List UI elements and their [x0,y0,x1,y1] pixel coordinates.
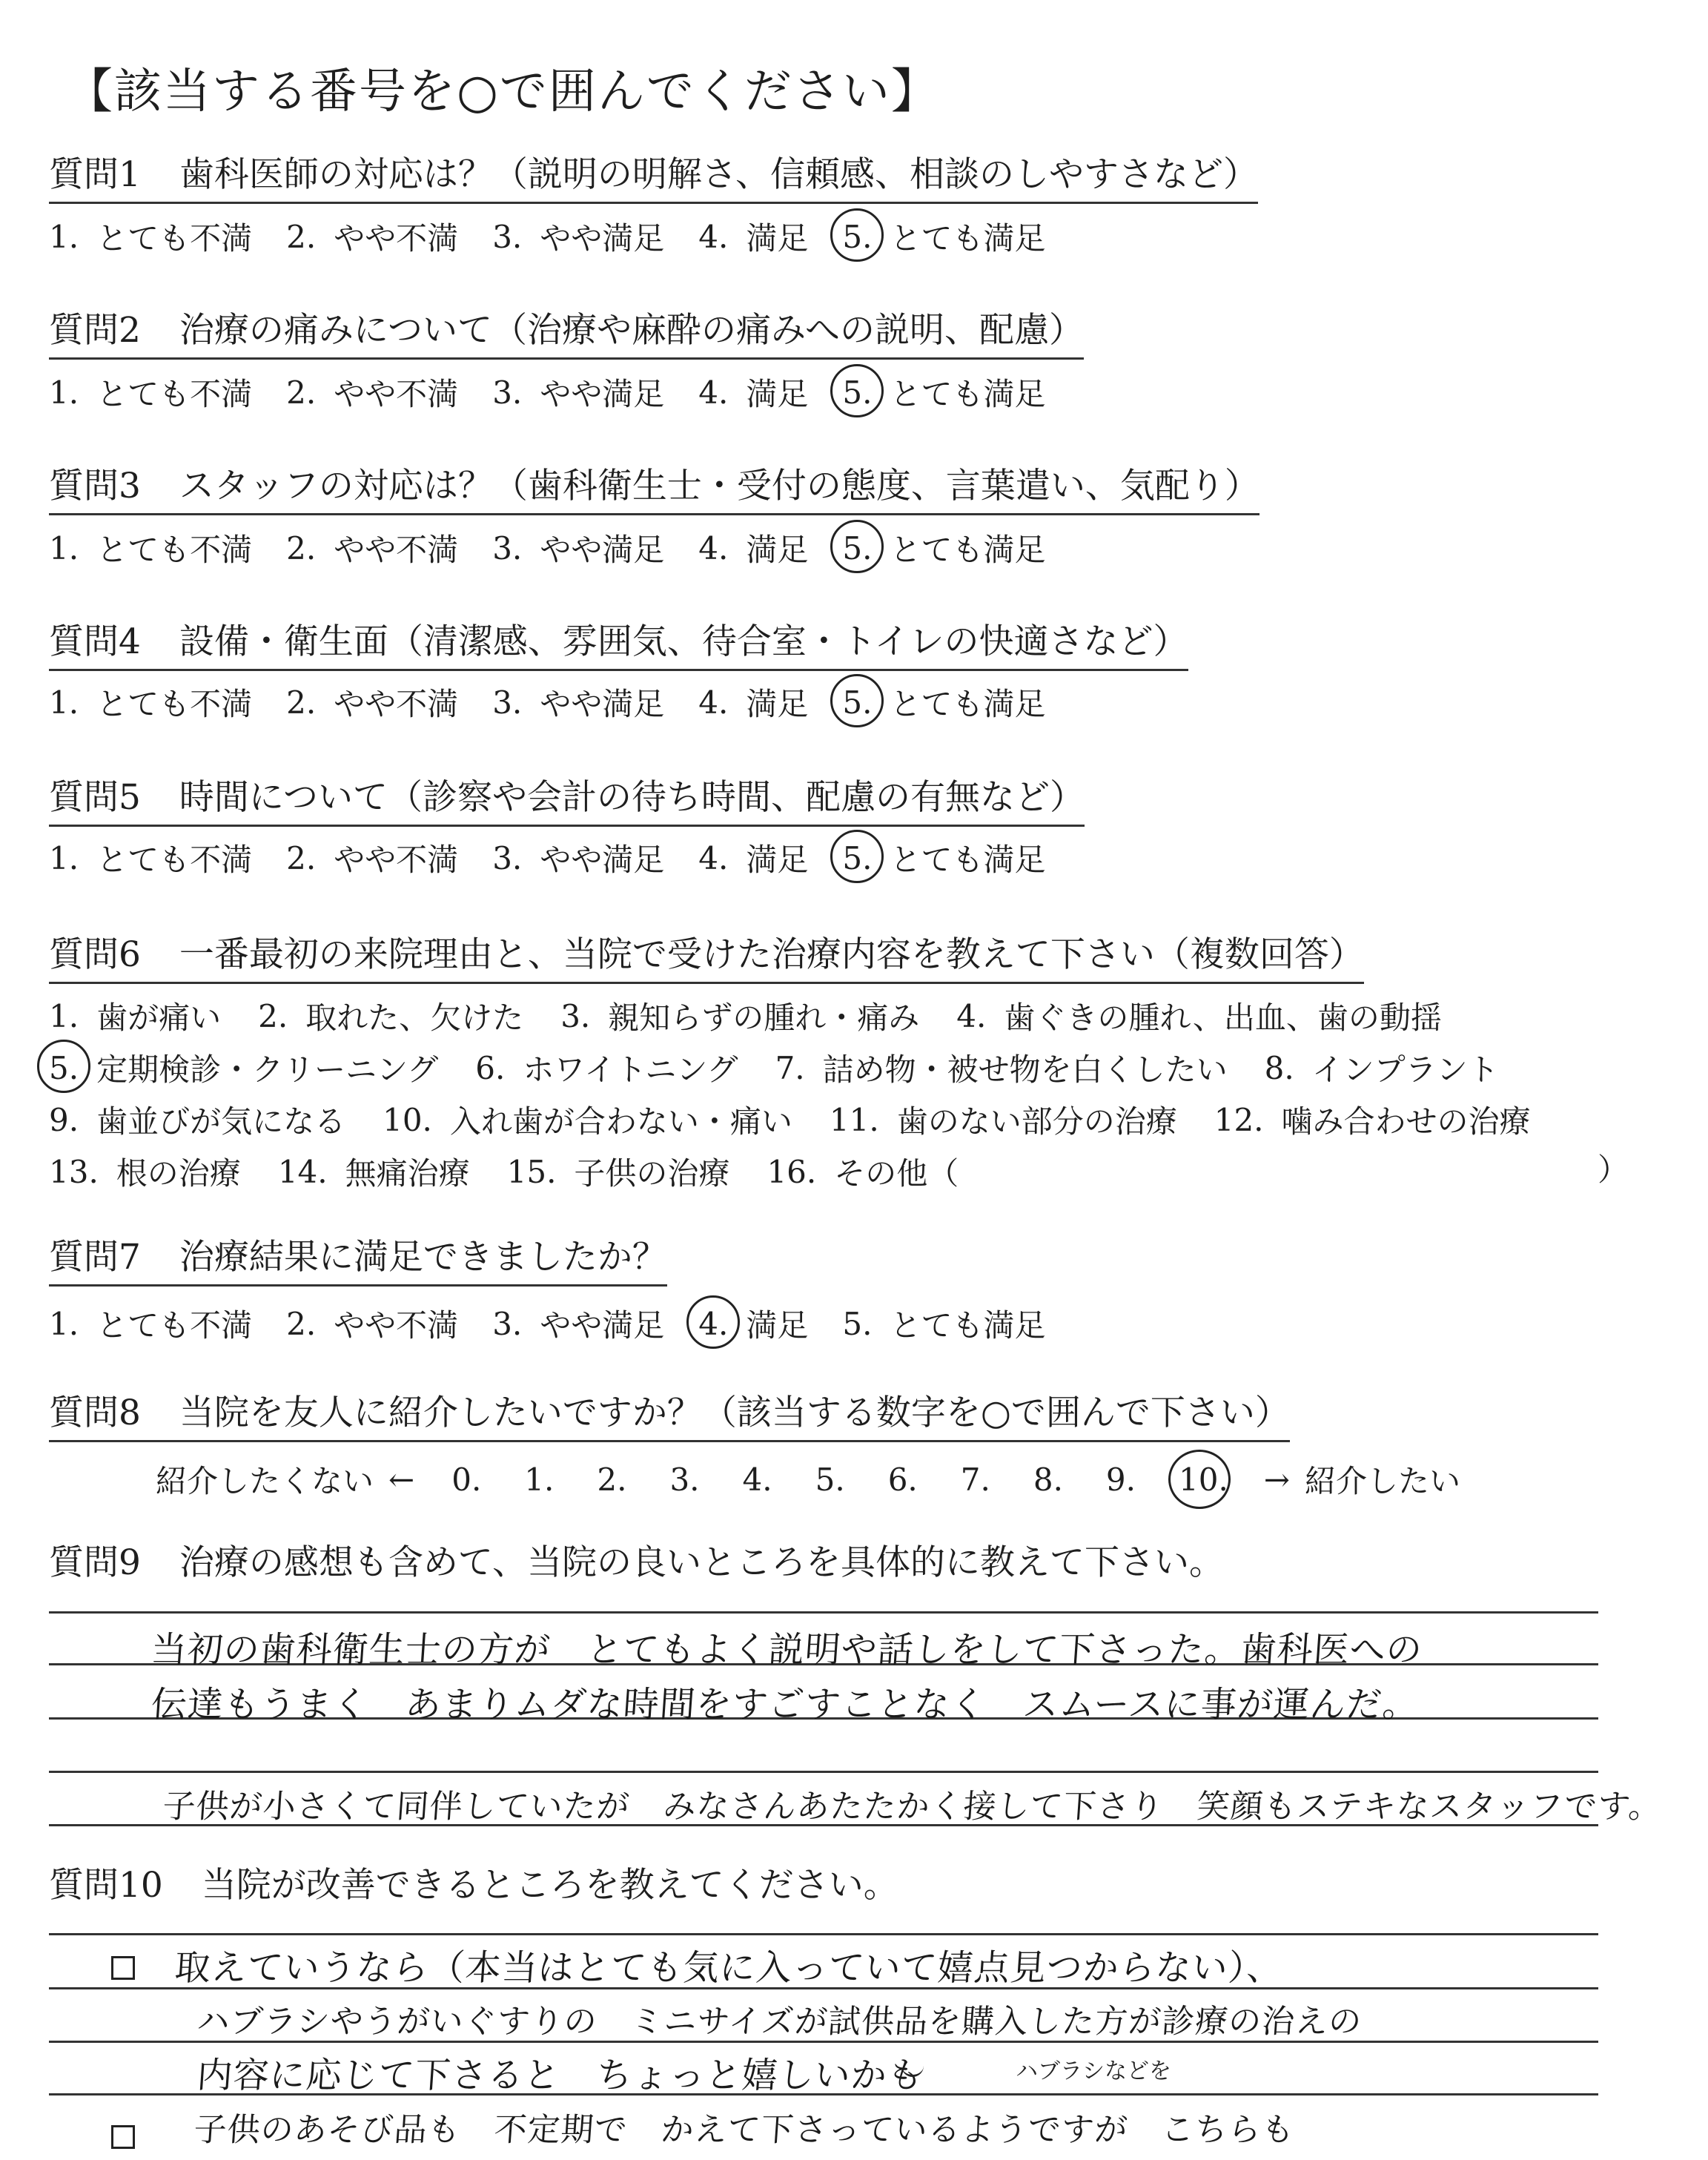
option-number: 5. [842,839,873,876]
option-number: 5. [842,1305,873,1342]
option-3[interactable] [560,994,919,1038]
question-6-options [49,990,1568,1198]
option-number: 1. [49,839,79,876]
option-number: 4. [698,1305,729,1342]
page-header: 【該当する番号を○で囲んでください】 [65,65,940,119]
nps-option[interactable]: 5. [815,1461,845,1498]
option-number: 4. [698,684,729,721]
option-label: 満足 [746,220,809,257]
option-10[interactable] [383,1097,792,1142]
question-text: スタッフの対応は？（歯科衛生士・受付の態度、言葉遣い、気配り） [179,466,1260,506]
option-label: 満足 [746,376,809,412]
nps-left-label: 紹介したくない [156,1463,374,1499]
option-number: 7. [775,1049,805,1086]
handwritten-answer-line: 子供のあそび品も 不定期で かえて下さっているようですが こちらも [192,2111,1297,2149]
insert-note: ハブラシなどを [1016,2058,1171,2084]
option-label: やや不満 [334,686,459,722]
option-number: 2. [258,997,288,1034]
nps-scale [156,1458,1460,1501]
option-2[interactable] [286,214,458,259]
option-number: 5. [842,374,873,411]
option-number: 5. [842,218,873,255]
option-2[interactable] [258,994,523,1038]
option-label: 満足 [746,842,809,878]
option-8[interactable] [1265,1046,1499,1090]
option-4[interactable] [956,994,1442,1038]
nps-option[interactable]: 10. [1179,1461,1228,1498]
option-2[interactable] [286,680,458,724]
option-number: 3. [492,218,523,255]
option-3[interactable] [492,680,664,724]
option-number: 15. [506,1153,557,1190]
option-2[interactable] [286,526,458,570]
option-label: 満足 [746,686,809,722]
option-number: 1. [49,374,79,411]
nps-option[interactable]: 9. [1105,1461,1136,1498]
option-number: 10. [383,1101,432,1138]
question-6-title [49,936,1364,984]
option-label: 根の治療 [116,1155,241,1192]
option-label: 無痛治療 [345,1155,470,1192]
option-label: やや満足 [540,1307,665,1344]
question-1-options [49,215,1079,258]
option-number: 14. [277,1153,328,1190]
question-number: 質問2 [49,310,141,351]
question-2-title [49,311,1084,360]
option-label: 歯並びが気になる [96,1103,346,1140]
nps-option[interactable]: 8. [1033,1461,1063,1498]
question-text: 設備・衛生面（清潔感、雰囲気、待合室・トイレの快適さなど） [179,621,1188,662]
option-label: 子供の治療 [574,1155,730,1192]
nps-right-label: 紹介したい [1305,1463,1461,1499]
question-number: 質問10 [49,1865,163,1906]
option-4[interactable] [698,1301,808,1346]
option-13[interactable] [49,1149,241,1194]
option-label: 歯のない部分の治療 [896,1103,1177,1140]
handwritten-answer-line: 内容に応じて下さると ちょっと嬉しいかも [195,2055,925,2096]
option-number: 2. [286,374,317,411]
option-4[interactable] [698,680,808,724]
option-label: やや満足 [540,220,665,257]
option-16[interactable] [767,1149,959,1194]
question-2-options [49,371,1079,414]
option-label: 詰め物・被せ物を白くしたい [822,1051,1228,1088]
left-arrow-icon: ← [388,1461,415,1498]
option-number: 2. [286,218,317,255]
option-4[interactable] [698,370,808,415]
option-1[interactable] [49,214,252,259]
option-number: 3. [492,684,523,721]
option-label: やや満足 [540,686,665,722]
option-number: 13. [49,1153,99,1190]
option-1[interactable] [49,680,252,724]
question-3-title [49,467,1260,515]
question-number: 質問5 [49,777,141,818]
question-1-title [49,156,1258,204]
option-6[interactable] [475,1046,738,1090]
option-label: とても不満 [96,842,253,878]
handwritten-answer-line: 当初の歯科衛生士の方が とてもよく説明や話しをして下さった。歯科医への [149,1629,1424,1671]
option-number: 9. [49,1101,79,1138]
option-1[interactable] [49,994,221,1038]
question-text: 当院を友人に紹介したいですか？（該当する数字を○で囲んで下さい） [179,1393,1290,1433]
question-number: 質問4 [49,621,141,662]
option-number: 4. [698,218,729,255]
option-number: 6. [475,1049,506,1086]
question-text: 治療の痛みについて（治療や麻酔の痛みへの説明、配慮） [179,310,1085,351]
option-label: とても不満 [96,686,253,722]
option-2[interactable] [286,1301,458,1346]
option-number: 8. [1264,1049,1294,1086]
question-text: 一番最初の来院理由と、当院で受けた治療内容を教えて下さい（複数回答） [179,934,1364,975]
option-number: 2. [286,839,317,876]
question-number: 質問8 [49,1393,141,1433]
nps-option[interactable]: 0. [451,1461,482,1498]
question-number: 質問6 [49,934,141,975]
option-9[interactable] [49,1097,345,1142]
option-label: とても満足 [890,376,1046,412]
option-1[interactable] [49,1301,252,1346]
option-15[interactable] [507,1149,730,1194]
option-label: やや満足 [540,376,665,412]
question-number: 質問3 [49,466,141,506]
option-label: やや不満 [334,376,459,412]
option-number: 3. [492,839,523,876]
question-4-options [49,681,1079,724]
handwritten-answer-line: 取えていうなら（本当はとても気に入っていて嬉点見つからない）、 [173,1947,1285,1989]
option-label: インプラント [1311,1051,1499,1088]
option-3[interactable] [492,836,664,880]
option-number: 5. [49,1049,79,1086]
option-5[interactable] [842,214,1045,259]
option-label: 歯が痛い [96,1000,222,1036]
option-3[interactable] [492,526,664,570]
option-1[interactable] [49,526,252,570]
question-text: 当院が改善できるところを教えてください。 [201,1865,898,1906]
question-5-title [49,779,1085,827]
option-11[interactable] [830,1097,1177,1142]
answer-line [49,1771,1598,1773]
option-number: 5. [842,529,873,567]
option-number: 16. [767,1153,817,1190]
option-5[interactable] [842,370,1045,415]
option-label: やや不満 [334,532,459,568]
question-text: 治療の感想も含めて、当院の良いところを具体的に教えて下さい。 [179,1542,1224,1583]
option-label: とても不満 [96,1307,253,1344]
option-number: 2. [286,684,317,721]
option-1[interactable] [49,370,252,415]
option-number: 5. [842,684,873,721]
option-2[interactable] [286,836,458,880]
option-label: やや不満 [334,842,459,878]
option-label: やや不満 [334,1307,459,1344]
option-label: 親知らずの腫れ・痛み [608,1000,920,1036]
answer-line [49,1611,1598,1614]
option-5[interactable] [842,680,1045,724]
option-label: やや満足 [540,842,665,878]
option-number: 1. [49,529,79,567]
handwritten-answer-line: 子供が小さくて同伴していたが みなさんあたたかく接して下さり 笑顔もステキなスタッフです。 [161,1788,1664,1826]
option-5[interactable] [842,1301,1045,1346]
option-number: 4. [956,997,987,1034]
nps-option[interactable]: 1. [524,1461,555,1498]
option-number: 4. [698,374,729,411]
option-label: 取れた、欠けた [305,1000,524,1036]
option-3[interactable] [492,1301,664,1346]
other-close-paren: ） [1598,1152,1629,1188]
option-label: その他（ [834,1155,959,1192]
nps-option[interactable]: 6. [887,1461,918,1498]
checkbox-icon [111,2125,135,2149]
question-text: 治療結果に満足できましたか？ [179,1237,667,1278]
option-number: 3. [492,1305,523,1342]
handwritten-answer-line: ハブラシやうがいぐすりの ミニサイズが試供品を購入した方が診療の治えの [195,2003,1363,2041]
nps-option[interactable]: 4. [742,1461,772,1498]
option-5[interactable] [842,836,1045,880]
option-label: とても満足 [890,686,1046,722]
option-14[interactable] [278,1149,470,1194]
option-label: とても満足 [890,220,1046,257]
question-8-title [49,1394,1290,1442]
option-label: とても満足 [890,532,1046,568]
option-number: 4. [698,839,729,876]
option-4[interactable] [698,526,808,570]
question-4-title [49,623,1188,671]
option-number: 3. [492,529,523,567]
option-label: ホワイトニング [523,1051,738,1088]
option-number: 1. [49,1305,79,1342]
right-arrow-icon: → [1263,1461,1290,1498]
nps-option[interactable]: 3. [669,1461,700,1498]
option-number: 2. [286,529,317,567]
option-number: 3. [560,997,591,1034]
option-number: 3. [492,374,523,411]
option-5[interactable] [842,526,1045,570]
question-number: 質問7 [49,1237,141,1278]
option-number: 11. [829,1101,879,1138]
option-label: 歯ぐきの腫れ、出血、歯の動揺 [1004,1000,1442,1036]
checkbox-icon [111,1956,135,1980]
question-5-options [49,836,1079,879]
option-label: 定期検診・クリーニング [96,1051,439,1088]
option-label: とても不満 [96,220,253,257]
option-label: やや不満 [334,220,459,257]
question-7-title [49,1238,667,1287]
option-number: 1. [49,997,79,1034]
option-label: とても満足 [890,842,1046,878]
option-label: とても満足 [890,1307,1046,1344]
question-9-title [49,1544,1224,1590]
question-10-title [49,1866,898,1912]
option-number: 4. [698,529,729,567]
option-1[interactable] [49,836,252,880]
option-label: とても不満 [96,376,253,412]
question-7-options [49,1302,1079,1345]
option-label: 満足 [746,1307,809,1344]
option-4[interactable] [698,214,808,259]
nps-option[interactable]: 2. [597,1461,627,1498]
question-3-options [49,526,1079,569]
answer-line [49,1933,1598,1935]
option-label: とても不満 [96,532,253,568]
option-7[interactable] [775,1046,1228,1090]
option-label: 入れ歯が合わない・痛い [449,1103,792,1140]
option-number: 2. [286,1305,317,1342]
option-4[interactable] [698,836,808,880]
question-number: 質問9 [49,1542,141,1583]
option-2[interactable] [286,370,458,415]
option-number: 1. [49,218,79,255]
question-text: 歯科医師の対応は？（説明の明解さ、信頼感、相談のしやすさなど） [179,154,1259,195]
question-number: 質問1 [49,154,141,195]
option-number: 12. [1214,1101,1264,1138]
handwritten-answer-line: 伝達もうまく あまりムダな時間をすごすことなく スムースに事が運んだ。 [149,1684,1420,1725]
option-12[interactable] [1214,1097,1531,1142]
option-label: 噛み合わせの治療 [1281,1103,1531,1140]
nps-option[interactable]: 7. [960,1461,990,1498]
question-text: 時間について（診察や会計の待ち時間、配慮の有無など） [179,777,1085,818]
option-label: やや満足 [540,532,665,568]
option-5[interactable] [49,1046,438,1090]
option-3[interactable] [492,214,664,259]
option-number: 1. [49,684,79,721]
option-label: 満足 [746,532,809,568]
option-3[interactable] [492,370,664,415]
